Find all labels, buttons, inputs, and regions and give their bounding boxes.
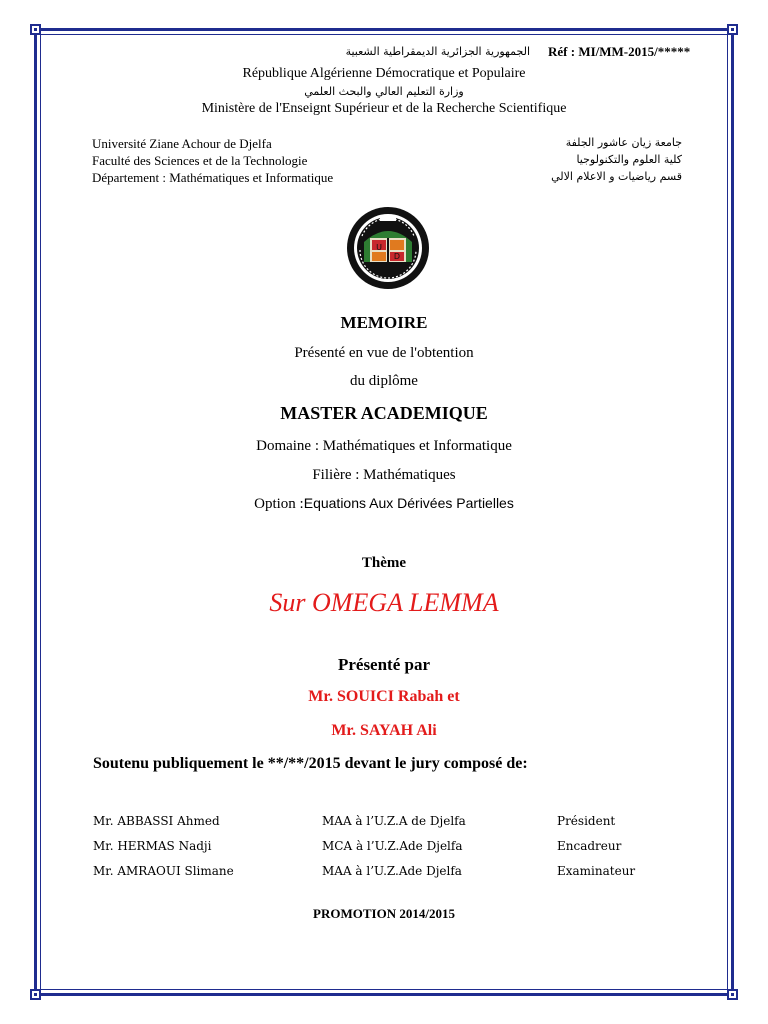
author-name: Mr. SAYAH Ali — [331, 722, 437, 739]
jury-member-role: Examinateur — [557, 864, 636, 878]
option-line — [0, 495, 768, 513]
jury-member-name: Mr. AMRAOUI Slimane — [93, 864, 234, 878]
jury-member-grade: MAA à l’U.Z.A de Djelfa — [322, 814, 466, 828]
corner-ornament — [727, 989, 738, 1000]
defense-statement: Soutenu publiquement le **/**/2015 devant le jury composé de: — [93, 755, 528, 772]
department-name: Département : Mathématiques et Informatique — [92, 170, 334, 185]
diploma-line: du diplôme — [350, 373, 418, 389]
option-label: Option : — [254, 496, 304, 512]
corner-ornament — [30, 989, 41, 1000]
svg-text:D: D — [393, 252, 401, 261]
field-line: Filière : Mathématiques — [312, 467, 456, 483]
university-seal-icon — [346, 206, 430, 290]
domain-line: Domaine : Mathématiques et Informatique — [256, 438, 512, 454]
arabic-department-name: قسم رياضيات و الاعلام الالي — [551, 170, 682, 183]
republic-name: République Algérienne Démocratique et Populaire — [242, 66, 526, 81]
thesis-title: Sur OMEGA LEMMA — [269, 588, 499, 617]
document-type: MEMOIRE — [340, 313, 428, 332]
arabic-ministry-name: وزارة التعليم العالي والبحث العلمي — [304, 85, 464, 98]
jury-member-name: Mr. ABBASSI Ahmed — [93, 814, 220, 828]
author-name: Mr. SOUICI Rabah et — [308, 688, 460, 705]
corner-ornament — [727, 24, 738, 35]
jury-member-role: Président — [557, 814, 616, 828]
faculty-name: Faculté des Sciences et de la Technologie — [92, 153, 308, 168]
svg-text:U: U — [376, 243, 382, 252]
university-name: Université Ziane Achour de Djelfa — [92, 136, 272, 151]
presented-by-label: Présenté par — [337, 655, 431, 674]
theme-label: Thème — [361, 555, 407, 571]
arabic-republic-name: الجمهورية الجزائرية الديمقراطية الشعبية — [345, 45, 530, 58]
promotion-year: PROMOTION 2014/2015 — [313, 906, 455, 921]
purpose-line: Présenté en vue de l'obtention — [294, 345, 474, 361]
jury-member-role: Encadreur — [557, 839, 622, 853]
jury-member-grade: MCA à l’U.Z.Ade Djelfa — [322, 839, 463, 853]
jury-member-name: Mr. HERMAS Nadji — [93, 839, 212, 853]
degree-title: MASTER ACADEMIQUE — [280, 403, 488, 423]
arabic-university-name: جامعة زيان عاشور الجلفة — [565, 136, 682, 149]
jury-member-grade: MAA à l’U.Z.Ade Djelfa — [322, 864, 462, 878]
reference-number: Réf : MI/MM-2015/***** — [548, 44, 691, 59]
corner-ornament — [30, 24, 41, 35]
ministry-name: Ministère de l'Enseignt Supérieur et de la Recherche Scientifique — [201, 101, 567, 116]
option-value: Equations Aux Dérivées Partielles — [303, 495, 514, 511]
arabic-faculty-name: كلية العلوم والتكنولوجيا — [576, 153, 682, 166]
